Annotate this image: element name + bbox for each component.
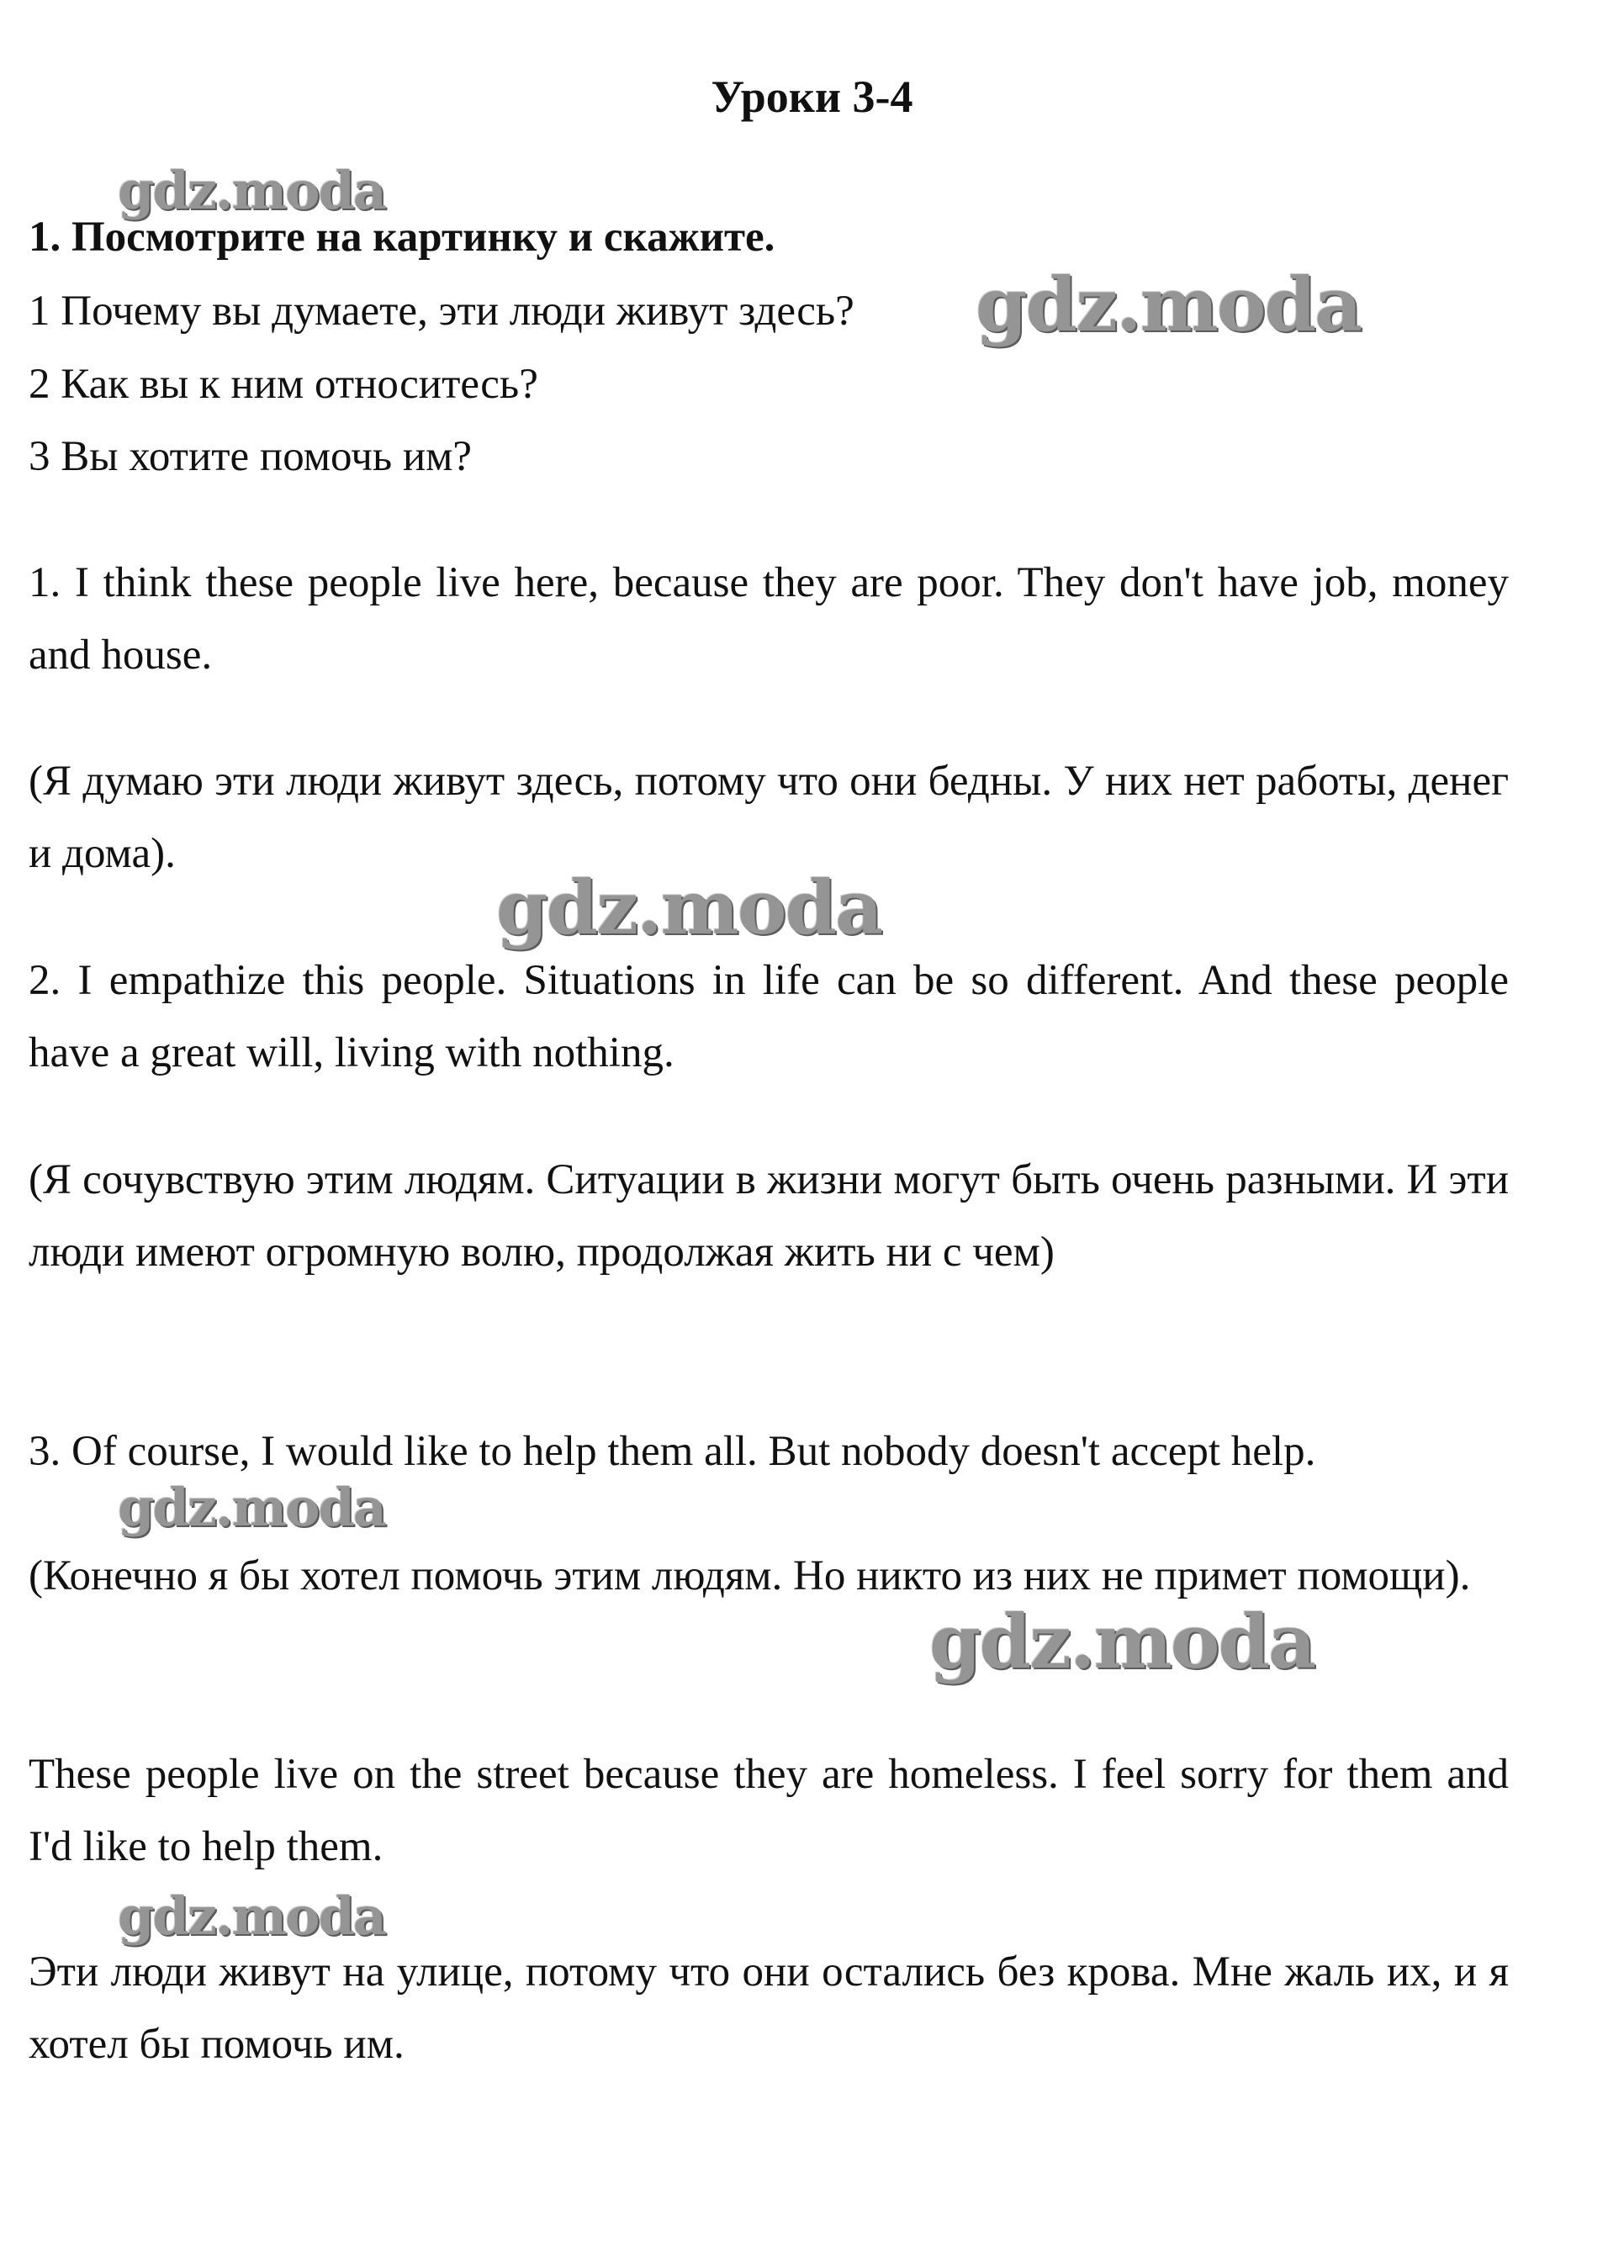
page-title: Уроки 3-4 [711, 71, 913, 122]
exercise-heading: 1. Посмотрите на картинку и скажите. [29, 214, 775, 261]
question-3: 3 Вы хотите помочь им? [29, 433, 473, 480]
summary-russian: Эти люди живут на улице, потому что они остались без крова. Мне жаль их, и я хотел бы помочь им. [29, 1948, 1509, 2068]
question-2: 2 Как вы к ним относитесь? [29, 361, 538, 408]
watermark: gdz.moda [118, 160, 385, 221]
watermark: gdz.moda [929, 1598, 1315, 1685]
answer-1-russian: (Я думаю эти люди живут здесь, потому что они бедны. У них нет работы, денег и дома). [29, 758, 1509, 877]
question-1: 1 Почему вы думаете, эти люди живут здесь? [29, 288, 854, 335]
answer-1-english: 1. I think these people live here, because they are poor. They don't have job, money and house. [29, 559, 1509, 679]
answer-2-english: 2. I empathize this people. Situations in life can be so different. And these people have a great will, living with nothing. [29, 957, 1509, 1076]
watermark: gdz.moda [118, 1477, 385, 1538]
watermark: gdz.moda [118, 1885, 385, 1947]
answer-3-russian: (Конечно я бы хотел помочь этим людям. Но никто из них не примет помощи). [29, 1552, 1471, 1599]
watermark: gdz.moda [496, 864, 882, 951]
answer-2-russian: (Я сочувствую этим людям. Ситуации в жизни могут быть очень разными. И эти люди имеют огромную волю, продолжая жить ни с чем) [29, 1156, 1509, 1276]
watermark: gdz.moda [976, 261, 1362, 348]
answer-3-english: 3. Of course, I would like to help them all. But nobody doesn't accept help. [29, 1428, 1316, 1475]
summary-english: These people live on the street because they are homeless. I feel sorry for them and I'd like to help them. [29, 1751, 1509, 1870]
